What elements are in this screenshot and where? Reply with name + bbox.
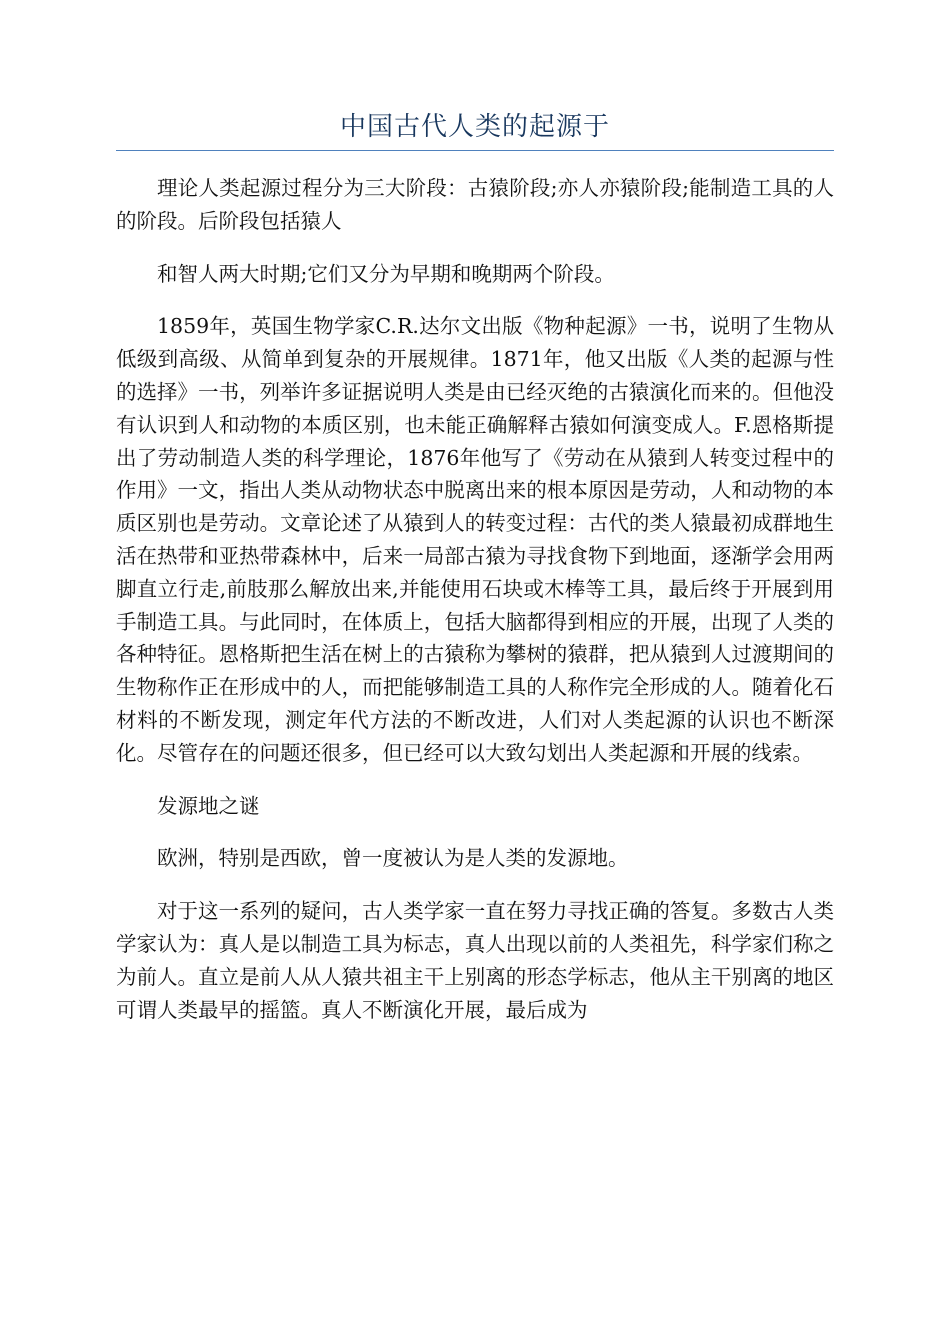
paragraph: 和智人两大时期;它们又分为早期和晚期两个阶段。 [157, 261, 615, 286]
title-block [116, 110, 834, 151]
paragraph: 对于这一系列的疑问，古人类学家一直在努力寻找正确的答复。多数古人类学家认为：真人是以制造工具为标志，真人出现以前的人类祖先，科学家们称之为前人。直立是前人从人猿共祖主干上别离的形态学标志，他从主干别离的地区可谓人类最早的摇篮。真人不断演化开展，最后成为 [116, 899, 834, 1022]
paragraph: 欧洲，特别是西欧，曾一度被认为是人类的发源地。 [157, 846, 629, 871]
section-heading: 发源地之谜 [157, 793, 260, 818]
paragraph: 1859年，英国生物学家C.R.达尔文出版《物种起源》一书，说明了生物从低级到高级、从简单到复杂的开展规律。1871年，他又出版《人类的起源与性的选择》一书，列举许多证据说明人类是由已经灭绝的古猿演化而来的。但他没有认识到人和动物的本质区别，也未能正确解释古猿如何演变成人。F.恩格斯提出了劳动制造人类的科学理论，1876年他写了《劳动在从猿到人转变过程中的作用》一文，指出人类从动物状态中脱离出来的根本原因是劳动，人和动物的本质区别也是劳动。文章论述了从猿到人的转变过程：古代的类人猿最初成群地生活在热带和亚热带森林中，后来一局部古猿为寻找食物下到地面，逐渐学会用两脚直立行走,前肢那么解放出来,并能使用石块或木棒等工具，最后终于开展到用手制造工具。与此同时，在体质上，包括大脑都得到相应的开展，出现了人类的各种特征。恩格斯把生活在树上的古猿称为攀树的猿群，把从猿到人过渡期间的生物称作正在形成中的人，而把能够制造工具的人称作完全形成的人。随着化石材料的不断发现，测定年代方法的不断改进，人们对人类起源的认识也不断深化。尽管存在的问题还很多，但已经可以大致勾划出人类起源和开展的线索。 [116, 314, 834, 765]
document-title: 中国古代人类的起源于 [339, 112, 610, 142]
paragraph: 理论人类起源过程分为三大阶段：古猿阶段;亦人亦猿阶段;能制造工具的人的阶段。后阶段包括猿人 [116, 176, 834, 233]
document-body [116, 172, 834, 1046]
